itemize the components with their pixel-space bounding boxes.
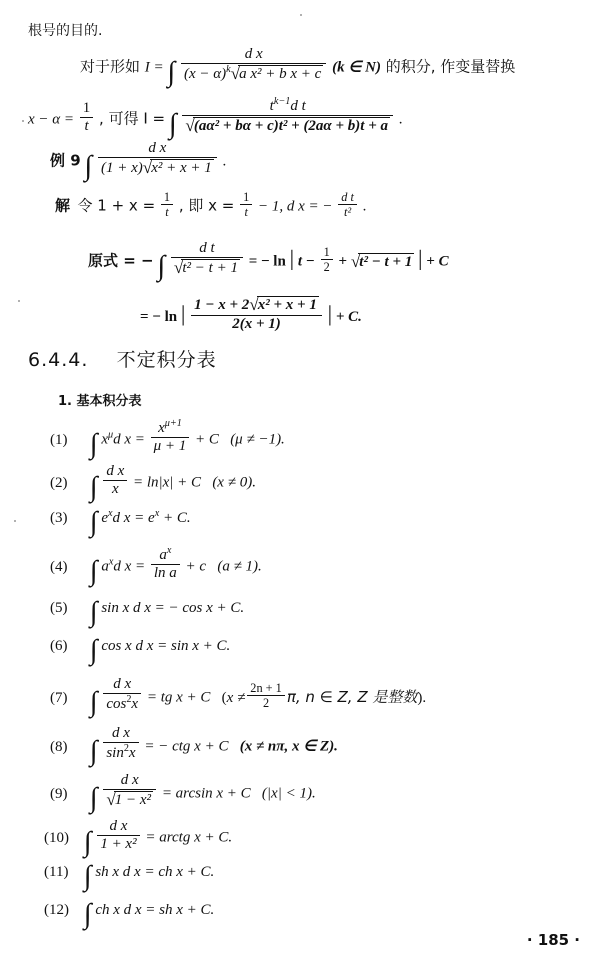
fraction-denominator: t²	[344, 205, 352, 220]
example-fraction	[98, 140, 217, 178]
formula-index: (5)	[50, 600, 68, 616]
result2-fraction	[191, 295, 322, 333]
formula-row-7	[50, 676, 427, 718]
formula-condition: (x ≠ $\frac{2n + 1}{2}$ π, n ∈ Z, Z 是整数).	[221, 680, 427, 711]
result-line-1	[88, 240, 449, 282]
lhs-base: sh x d x	[95, 864, 141, 880]
den-factor: (x − α)	[183, 66, 227, 83]
fraction-denominator: 2	[262, 696, 270, 711]
formula-tail: = − cos x + C.	[154, 600, 245, 616]
solution-text-2: , 即 x =	[178, 196, 235, 215]
intro-frac-big	[182, 96, 393, 136]
fraction-numerator	[151, 418, 190, 438]
formula-fraction	[103, 725, 138, 763]
fraction-denominator: μ + 1	[153, 438, 187, 455]
fraction-numerator	[151, 545, 180, 565]
formula-tail: = ln|x| + C	[132, 474, 202, 491]
result-eq: = − ln	[248, 253, 286, 270]
solution-frac-1	[161, 190, 173, 219]
formula-index: (11)	[44, 864, 69, 880]
formula-row-1	[50, 418, 285, 460]
radicand: a x² + b x + c	[239, 66, 322, 83]
integral-icon: ∫	[84, 150, 93, 182]
intro-I-eq: I =	[144, 59, 164, 76]
fraction-denominator	[103, 790, 156, 810]
fraction-numerator: d x	[181, 46, 326, 64]
abs-bar-close: |	[418, 245, 423, 271]
fraction-numerator	[182, 96, 393, 116]
formula-condition: (x ≠ 0).	[212, 474, 256, 491]
formula-row-6	[50, 635, 231, 667]
integral-icon: ∫	[167, 56, 176, 88]
formula-fraction	[151, 545, 180, 583]
integral-icon: ∫	[89, 782, 98, 814]
lhs-base: a	[101, 558, 109, 575]
formula-tail: = sin x + C.	[157, 638, 231, 654]
fraction-denominator: t	[165, 205, 169, 220]
formula-tail: = − ctg x + C	[144, 738, 229, 755]
integral-icon: ∫	[83, 899, 92, 931]
lhs-exponent: x	[107, 508, 113, 519]
abs-fraction	[321, 245, 333, 274]
fraction-numerator: d x	[103, 725, 138, 743]
intro-condition: (k ∈ N)	[332, 59, 381, 76]
formula-tail: + c	[185, 558, 207, 575]
den-exponent: k	[226, 64, 231, 76]
section-number: 6.4.4.	[28, 349, 89, 371]
den-exponent: 2	[126, 694, 132, 706]
solution-frac-3	[338, 190, 357, 219]
fraction-denominator: x	[111, 481, 119, 498]
intro-line3-end: .	[398, 111, 403, 128]
formula-index: (9)	[50, 785, 68, 802]
lhs-base: x	[101, 431, 108, 448]
radicand: 1 − x²	[114, 792, 152, 809]
intro-line3-mid: , 可得 I =	[99, 109, 166, 128]
fraction-denominator	[103, 743, 138, 762]
plus-constant: + C	[426, 253, 449, 270]
formula-index: (10)	[44, 829, 69, 846]
formula-index: (7)	[50, 689, 68, 706]
result-fraction	[171, 240, 243, 278]
formula-fraction	[97, 818, 139, 854]
abs-plus: +	[338, 253, 348, 270]
formula-tail: = tg x + C	[146, 689, 211, 706]
radical: √t² − t + 1	[173, 258, 238, 278]
formula-tail: = sh x + C.	[145, 902, 215, 918]
formula-condition: (a ≠ 1).	[217, 558, 262, 575]
integral-icon: ∫	[89, 507, 98, 539]
fraction-numerator: 1	[321, 245, 333, 260]
num-exponent: k−1	[273, 96, 291, 107]
cond-pre: x ≠	[226, 689, 246, 706]
lhs-base: sin x d x	[101, 600, 151, 616]
formula-index: (4)	[50, 558, 68, 575]
result2-eq: = − ln	[140, 309, 178, 326]
intro-line2-pre: 对于形如	[80, 57, 145, 76]
lhs-tail: d x =	[113, 431, 145, 448]
formula-tail: = arctg x + C.	[145, 829, 233, 846]
solution-label: 解	[55, 196, 71, 215]
period: .	[362, 198, 367, 215]
integral-icon: ∫	[89, 686, 98, 718]
formula-tail: = arcsin x + C	[161, 785, 251, 802]
radicand: x² + x + 1	[257, 297, 317, 314]
fraction-denominator	[103, 694, 141, 713]
integral-icon: ∫	[89, 635, 98, 667]
page-number: · 185 ·	[526, 931, 580, 949]
formula-fraction	[151, 418, 190, 456]
integral-icon: ∫	[157, 250, 166, 282]
integral-icon: ∫	[89, 471, 98, 503]
den-fn: cos	[106, 696, 127, 713]
fraction-denominator: ln a	[153, 565, 177, 582]
formula-index: (12)	[44, 902, 69, 918]
formula-row-11	[44, 861, 215, 893]
formula-index: (8)	[50, 738, 68, 755]
fraction-numerator	[191, 295, 322, 316]
formula-row-4	[50, 545, 262, 587]
num-base: x	[158, 420, 165, 436]
solution-line	[55, 190, 366, 219]
fraction-numerator: 1	[80, 100, 94, 118]
formula-row-5	[50, 597, 245, 629]
den-var: x	[131, 696, 139, 713]
radicand: (aα² + bα + c)t² + (2aα + b)t + a	[193, 118, 388, 135]
radical: √1 − x²	[106, 790, 152, 810]
fraction-denominator: 2(x + 1)	[232, 315, 281, 332]
formula-index: (1)	[50, 431, 68, 448]
lhs-base: e	[101, 510, 108, 526]
scan-speck	[18, 300, 20, 302]
fraction-denominator	[181, 64, 326, 84]
abs-bar-close: |	[327, 301, 333, 327]
intro-frac-1t	[80, 100, 94, 136]
formula-row-3	[50, 507, 191, 539]
intro-fraction	[181, 46, 326, 84]
abs-bar-open: |	[289, 245, 295, 271]
fraction-numerator: 1	[161, 190, 173, 205]
integral-icon: ∫	[168, 108, 177, 140]
fraction-numerator: d x	[98, 140, 217, 158]
fraction-denominator: 1 + x²	[100, 836, 137, 853]
subsection-heading: 1. 基本积分表	[58, 394, 142, 409]
plus-constant: + C.	[335, 309, 362, 326]
example-label: 例 9	[50, 151, 81, 170]
lhs-exponent: μ	[107, 429, 114, 441]
num-text: 1 − x + 2	[194, 297, 250, 314]
fraction-denominator: t	[84, 118, 89, 135]
formula-tail: + C	[195, 431, 219, 448]
lhs-tail: d x =	[113, 558, 146, 575]
intro-line2-post: 的积分, 作变量替换	[380, 57, 516, 76]
lhs-base: cos x d x	[101, 638, 154, 654]
fraction-numerator: d t	[338, 190, 357, 205]
formula-row-2	[50, 463, 256, 503]
fraction-numerator: d x	[97, 818, 139, 836]
formula-row-9	[50, 772, 316, 814]
lhs-exponent: x	[108, 556, 114, 568]
formula-fraction	[103, 463, 127, 499]
formula-index: (6)	[50, 638, 68, 654]
solution-frac-2	[240, 190, 252, 219]
formula-tail: = ch x + C.	[144, 864, 215, 880]
fraction-numerator: 2n + 1	[247, 681, 285, 696]
fraction-numerator: d x	[103, 772, 156, 790]
intro-line-3	[28, 96, 403, 140]
example-line	[50, 140, 227, 182]
den-fn: sin	[106, 745, 124, 762]
integral-icon: ∫	[89, 735, 98, 767]
den-factor: (1 + x)	[100, 160, 143, 177]
section-heading	[28, 345, 217, 372]
num-dt: d t	[290, 98, 306, 114]
fraction-numerator: d x	[103, 463, 127, 481]
formula-index: (3)	[50, 510, 68, 526]
fraction-numerator: 1	[240, 190, 252, 205]
solution-text-3: − 1, d x = −	[258, 198, 333, 215]
cond-post: π, n ∈ Z, Z 是整数	[286, 687, 418, 706]
solution-text-1: 令 1 + x =	[77, 196, 156, 215]
integral-icon: ∫	[89, 555, 98, 587]
radicand: t² − t + 1	[359, 253, 413, 270]
formula-fraction	[103, 772, 156, 810]
formula-index: (2)	[50, 474, 68, 491]
radicand: t² − t + 1	[182, 260, 238, 277]
fraction-denominator	[98, 158, 217, 178]
num-exponent: μ+1	[164, 418, 182, 429]
integral-icon: ∫	[83, 861, 92, 893]
radical: √x² + x + 1	[142, 158, 212, 178]
fraction-numerator: d t	[171, 240, 243, 258]
integral-icon: ∫	[89, 428, 98, 460]
radical: √a x² + b x + c	[230, 64, 322, 84]
fraction-denominator	[171, 258, 243, 278]
lhs-tail: d x = e	[112, 510, 155, 526]
num-t: t	[269, 98, 274, 114]
formula-tail: + C.	[162, 510, 191, 526]
rhs-exponent: x	[154, 508, 160, 519]
fraction-denominator: t	[244, 205, 248, 220]
lhs-base: ch x d x	[95, 902, 142, 918]
formula-row-10	[44, 818, 233, 858]
fraction-denominator	[182, 116, 393, 136]
result-line-2	[140, 295, 362, 333]
radicand: x² + x + 1	[151, 160, 212, 177]
intro-line-1: 根号的目的.	[28, 23, 103, 39]
fraction-denominator: 2	[323, 260, 330, 275]
section-title: 不定积分表	[116, 349, 217, 371]
scan-speck	[22, 120, 24, 122]
formula-condition: (|x| < 1).	[261, 785, 316, 802]
integral-icon: ∫	[83, 826, 92, 858]
formula-row-8	[50, 725, 338, 767]
formula-fraction	[103, 676, 141, 714]
num-exponent: x	[166, 545, 172, 556]
abs-bar-open: |	[180, 301, 186, 327]
period: .	[222, 153, 227, 170]
scan-speck	[300, 14, 302, 16]
radical: √(aα² + bα + c)t² + (2aα + b)t + a	[185, 116, 388, 136]
abs-term-1: t −	[297, 253, 315, 270]
den-exponent: 2	[123, 743, 129, 755]
num-base: a	[159, 547, 167, 563]
den-var: x	[128, 745, 136, 762]
integral-icon: ∫	[89, 597, 98, 629]
scan-speck	[14, 520, 16, 522]
radical: √x² + x + 1	[249, 295, 317, 314]
intro-line3-pre: x − α =	[28, 111, 75, 128]
formula-condition: (μ ≠ −1).	[230, 431, 285, 448]
result-label: 原式 = −	[88, 251, 154, 270]
fraction-numerator: d x	[103, 676, 141, 694]
formula-condition: (x ≠ nπ, x ∈ Z).	[239, 738, 338, 755]
intro-line-2	[80, 46, 516, 88]
radical: √t² − t + 1	[350, 251, 413, 271]
cond-fraction	[247, 681, 285, 710]
formula-row-12	[44, 899, 215, 931]
